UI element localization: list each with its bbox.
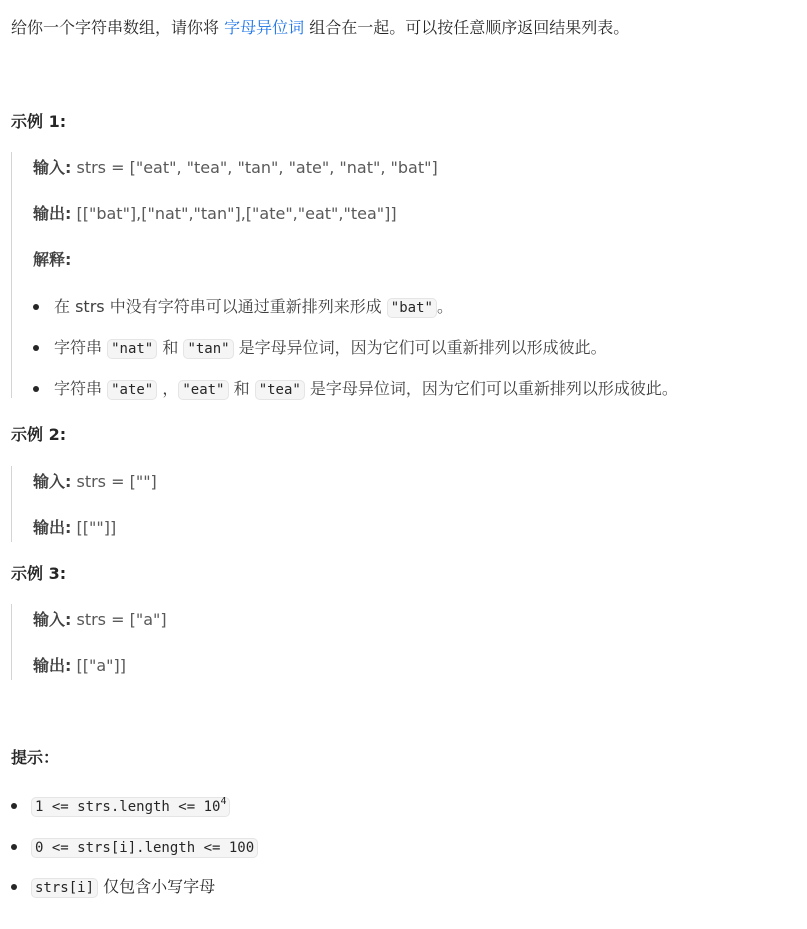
- explanation-text: 和: [228, 379, 255, 398]
- input-label: 输入:: [33, 610, 72, 629]
- input-label: 输入:: [33, 472, 72, 491]
- example-2-input: [33, 470, 157, 494]
- constraint-text: 仅包含小写字母: [98, 877, 216, 896]
- inline-code: "eat": [178, 380, 228, 400]
- output-value: [["bat"],["nat","tan"],["ate","eat","tea"]]: [71, 204, 397, 223]
- example-3-heading: 示例 3:: [11, 564, 67, 583]
- inline-code: [31, 797, 230, 817]
- explanation-text: 字符串: [54, 338, 108, 357]
- explanation-text: ，: [157, 379, 179, 398]
- explanation-text: 在 strs 中没有字符串可以通过重新排列来形成: [54, 297, 387, 316]
- anagram-link[interactable]: 字母异位词: [224, 18, 305, 37]
- bullet-icon: [33, 345, 39, 351]
- explanation-text: 字符串: [54, 379, 108, 398]
- example-3-block: [11, 604, 167, 680]
- explanation-text: 是字母异位词，因为它们可以重新排列以形成彼此。: [304, 379, 678, 398]
- inline-code: "nat": [107, 339, 157, 359]
- bullet-icon: [33, 386, 39, 392]
- example-1-heading: 示例 1:: [11, 112, 67, 131]
- constraint-code: 1 <= strs.length <= 10: [35, 799, 221, 815]
- explanation-text: 和: [157, 338, 184, 357]
- inline-code: 0 <= strs[i].length <= 100: [31, 838, 258, 858]
- intro-paragraph: [11, 16, 629, 40]
- input-value: strs = ["eat", "tea", "tan", "ate", "nat", "bat"]: [71, 158, 438, 177]
- inline-code: "ate": [107, 380, 157, 400]
- example-2-output: [33, 516, 116, 540]
- inline-code: strs[i]: [31, 878, 98, 898]
- explanation-item: [33, 377, 678, 402]
- output-label: 输出:: [33, 656, 72, 675]
- explanation-text: 是字母异位词，因为它们可以重新排列以形成彼此。: [233, 338, 607, 357]
- example-2-block: [11, 466, 157, 542]
- output-label: 输出:: [33, 204, 72, 223]
- output-value: [["a"]]: [71, 656, 126, 675]
- bullet-icon: [11, 884, 17, 890]
- explanation-item: [33, 295, 453, 320]
- output-value: [[""]]: [71, 518, 117, 537]
- input-label: 输入:: [33, 158, 72, 177]
- example-3-input: [33, 608, 167, 632]
- input-value: strs = [""]: [71, 472, 157, 491]
- intro-text-before: 给你一个字符串数组，请你将: [11, 18, 225, 37]
- exponent: 4: [220, 796, 227, 807]
- explanation-text: 。: [436, 297, 453, 316]
- bullet-icon: [11, 844, 17, 850]
- input-value: strs = ["a"]: [71, 610, 167, 629]
- explanation-item: [33, 336, 607, 361]
- constraint-item: [11, 835, 258, 860]
- example-1-explain: [33, 248, 71, 272]
- constraint-item: [11, 794, 230, 819]
- example-1-input: [33, 156, 438, 180]
- example-1-output: [33, 202, 397, 226]
- bullet-icon: [11, 803, 17, 809]
- constraints-heading: 提示：: [11, 748, 60, 767]
- intro-text-after: 组合在一起。可以按任意顺序返回结果列表。: [304, 18, 630, 37]
- example-2-heading: 示例 2:: [11, 425, 67, 444]
- output-label: 输出:: [33, 518, 72, 537]
- constraint-item: [11, 875, 215, 900]
- inline-code: "bat": [387, 298, 437, 318]
- inline-code: "tan": [183, 339, 233, 359]
- example-3-output: [33, 654, 126, 678]
- explain-label: 解释:: [33, 250, 72, 269]
- bullet-icon: [33, 304, 39, 310]
- example-1-block: [11, 152, 678, 398]
- inline-code: "tea": [255, 380, 305, 400]
